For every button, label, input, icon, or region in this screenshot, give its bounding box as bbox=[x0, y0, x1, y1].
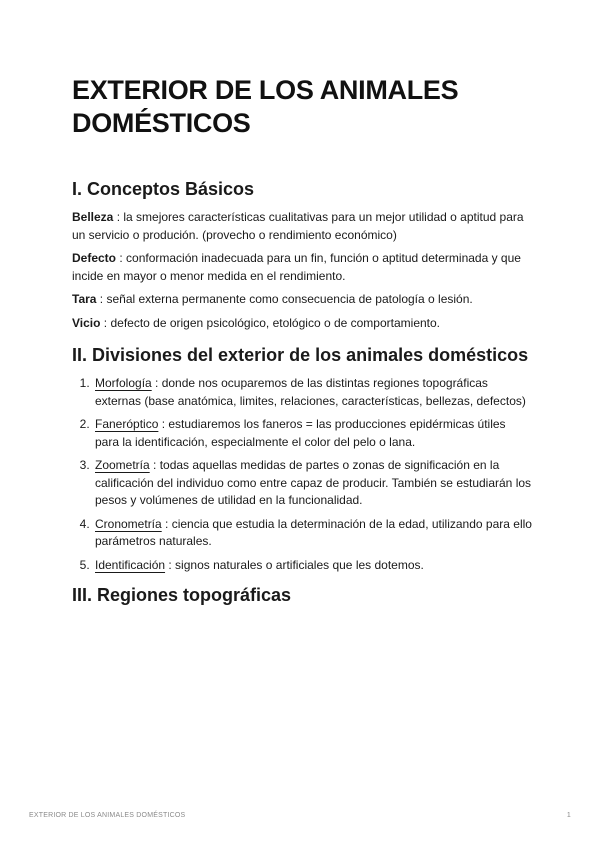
definition-belleza bbox=[72, 209, 532, 244]
list-item-text: : todas aquellas medidas de partes o zonas de significación en la calificación del individuo como entre capaz de producir. También se estudiarán los pesos y volúmenes de utilidad en la funcionalidad. bbox=[95, 458, 532, 507]
section-heading-regiones: III. Regiones topográficas bbox=[72, 585, 292, 605]
definitions-list bbox=[72, 209, 532, 332]
list-item-text: : signos naturales o artificiales que les dotemos. bbox=[165, 557, 424, 572]
list-item-term: Faneróptico bbox=[95, 417, 159, 431]
definition-text: : señal externa permanente como consecuencia de patología o lesión. bbox=[96, 292, 473, 306]
list-item-text: : ciencia que estudia la determinación de la edad, utilizando para ello parámetros naturales. bbox=[95, 516, 532, 548]
definition-vicio bbox=[72, 315, 532, 333]
divisions-list bbox=[72, 375, 532, 574]
definition-term: Vicio bbox=[72, 315, 101, 330]
list-item-text: : donde nos ocuparemos de las distintas regiones topográficas externas (base anatómica, limites, relaciones, características, bellezas, defectos) bbox=[95, 376, 526, 408]
definition-tara bbox=[72, 291, 532, 309]
list-item-faneroptico bbox=[93, 416, 532, 451]
definition-term: Defecto bbox=[72, 251, 117, 265]
definition-text: : la smejores características cualitativas para un mejor utilidad o aptitud para un servicio o produción. (provecho o rendimiento económico) bbox=[72, 210, 524, 242]
footer-page-number: 1 bbox=[566, 812, 571, 819]
document-title: EXTERIOR DE LOS ANIMALES DOMÉSTICOS bbox=[72, 75, 459, 138]
page-footer bbox=[29, 812, 571, 819]
definition-term: Tara bbox=[72, 292, 97, 306]
list-item-morfologia bbox=[93, 375, 532, 410]
list-item-zoometria bbox=[93, 457, 532, 510]
list-item-cronometria bbox=[93, 516, 532, 551]
definition-text: : conformación inadecuada para un fin, función o aptitud determinada y que incide en mayor o menor medida en el rendimiento. bbox=[72, 251, 521, 283]
list-item-term: Cronometría bbox=[95, 516, 162, 531]
list-item-identificacion bbox=[93, 557, 532, 575]
list-item-term: Identificación bbox=[95, 557, 166, 572]
list-item-text: : estudiaremos los faneros = las producciones epidérmicas útiles para la identificación, especialmente el color del pelo o lana. bbox=[95, 417, 506, 449]
definition-term: Belleza bbox=[72, 210, 114, 224]
section-heading-divisiones: II. Divisiones del exterior de los animales domésticos bbox=[72, 345, 529, 365]
list-item-term: Morfología bbox=[95, 376, 152, 390]
section-heading-conceptos: I. Conceptos Básicos bbox=[72, 179, 255, 199]
footer-title: EXTERIOR DE LOS ANIMALES DOMÉSTICOS bbox=[29, 812, 186, 819]
definition-defecto bbox=[72, 250, 532, 285]
definition-text: : defecto de origen psicológico, etológico o de comportamiento. bbox=[100, 315, 441, 330]
document-page bbox=[72, 74, 532, 606]
list-item-term: Zoometría bbox=[95, 458, 150, 472]
